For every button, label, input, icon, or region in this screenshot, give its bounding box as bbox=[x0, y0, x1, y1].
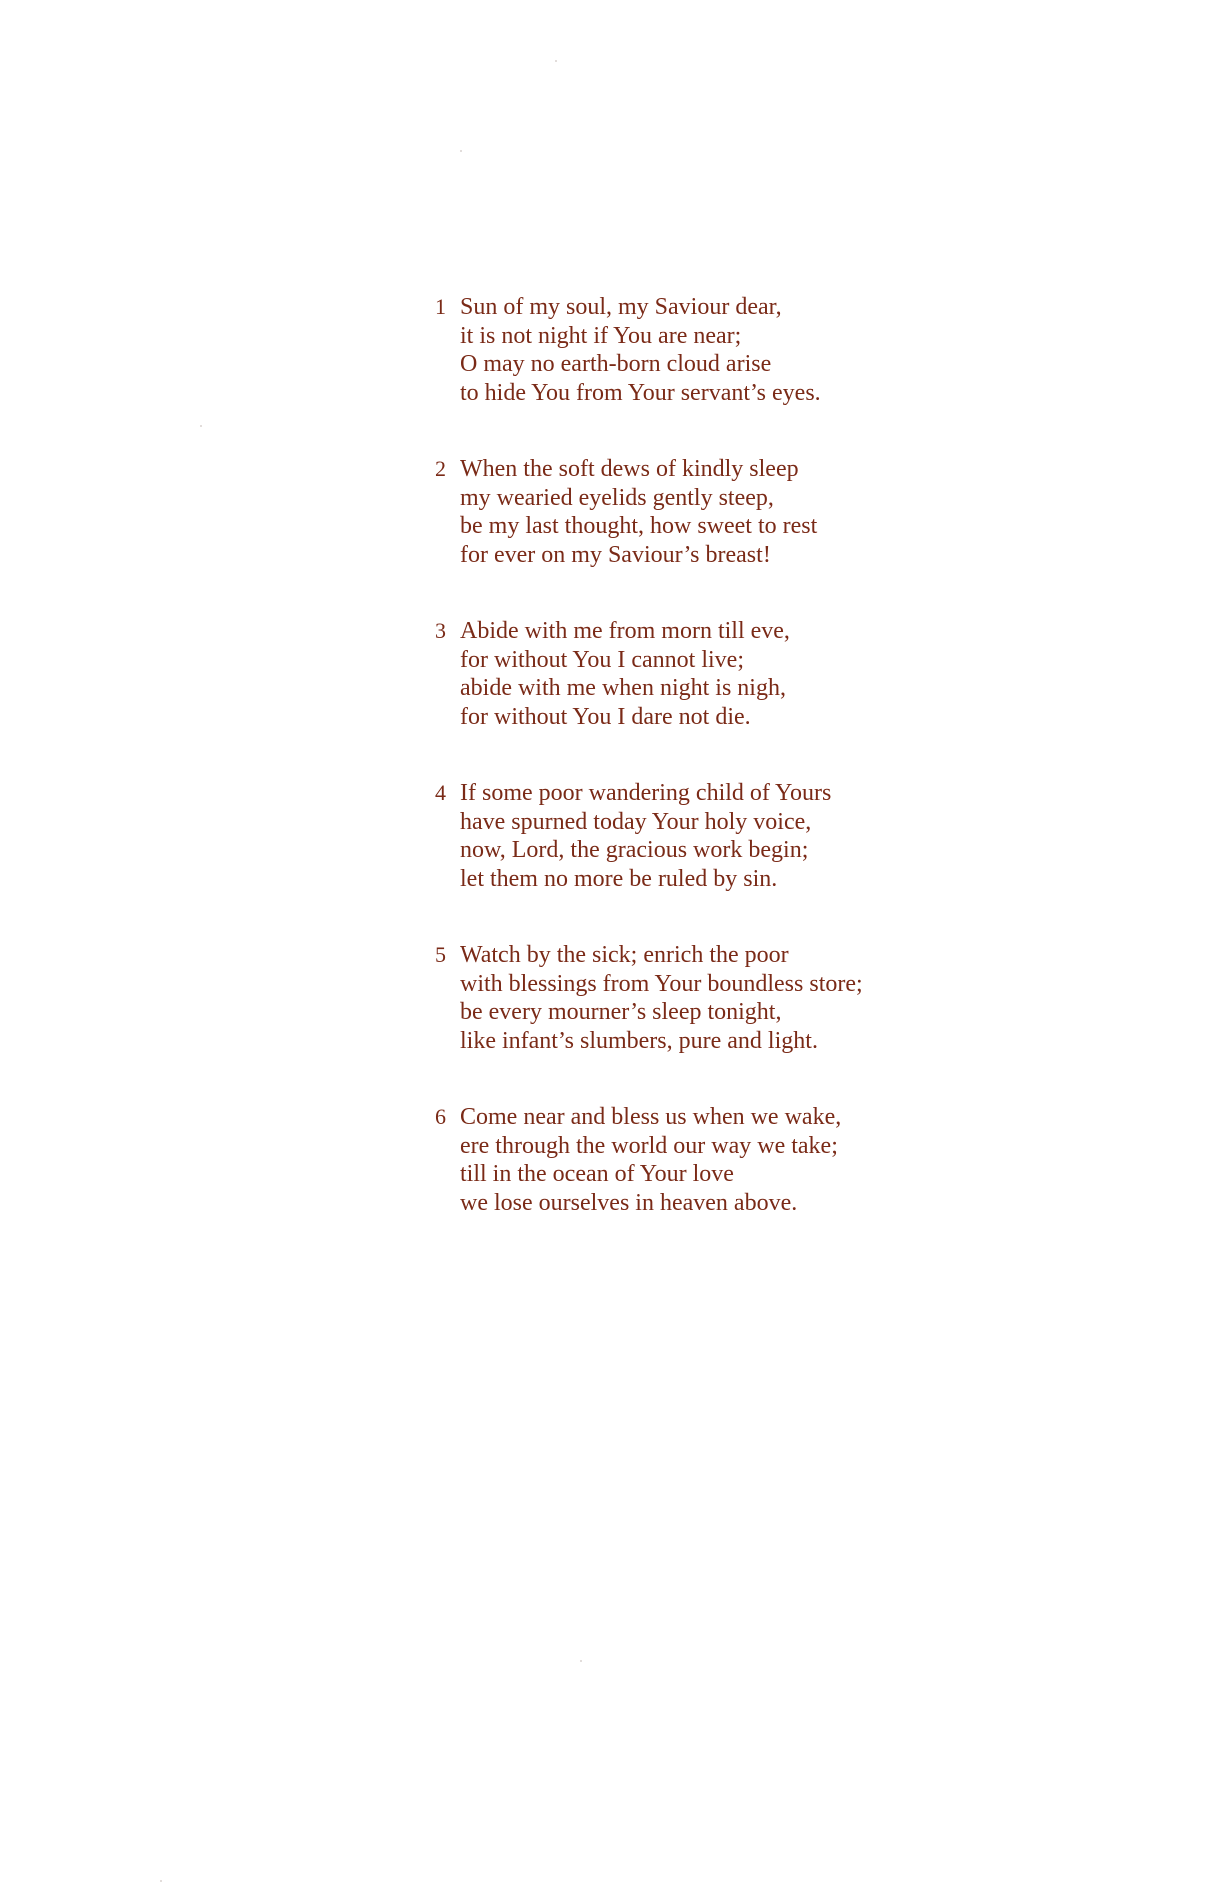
verse-line: let them no more be ruled by sin. bbox=[460, 865, 778, 892]
verse-line: now, Lord, the gracious work begin; bbox=[460, 837, 809, 863]
verse-line: be every mourner’s sleep tonight, bbox=[460, 999, 782, 1025]
verse-line: my wearied eyelids gently steep, bbox=[460, 484, 774, 511]
verse-lines bbox=[460, 779, 1142, 893]
verse bbox=[422, 1103, 1142, 1217]
verse bbox=[422, 455, 1142, 569]
verse-line: with blessings from Your boundless store; bbox=[460, 970, 863, 997]
verse bbox=[422, 293, 1142, 407]
verse bbox=[422, 617, 1142, 731]
verse-line: O may no earth-born cloud arise bbox=[460, 351, 772, 377]
verse-line: we lose ourselves in heaven above. bbox=[460, 1189, 798, 1216]
paper-speck bbox=[580, 1660, 582, 1662]
verse-line: Sun of my soul, my Saviour dear, bbox=[460, 294, 782, 320]
verse-number: 1 bbox=[435, 294, 446, 319]
paper-speck bbox=[460, 150, 462, 152]
verse-line: have spurned today Your holy voice, bbox=[460, 808, 812, 835]
verse-lines bbox=[460, 617, 1142, 731]
paper-speck bbox=[555, 60, 557, 62]
verse-line: for ever on my Saviour’s breast! bbox=[460, 541, 771, 568]
verse-number: 5 bbox=[435, 942, 446, 967]
verse-number: 4 bbox=[435, 780, 446, 805]
verse-lines bbox=[460, 293, 1142, 407]
verse-line: Come near and bless us when we wake, bbox=[460, 1104, 842, 1130]
verse-line: to hide You from Your servant’s eyes. bbox=[460, 379, 821, 406]
verse bbox=[422, 941, 1142, 1055]
verse bbox=[422, 779, 1142, 893]
verse-line: for without You I dare not die. bbox=[460, 703, 751, 730]
hymn-text bbox=[422, 293, 1142, 1265]
verse-number: 6 bbox=[435, 1104, 446, 1129]
verse-line: be my last thought, how sweet to rest bbox=[460, 513, 818, 539]
verse-lines bbox=[460, 941, 1142, 1055]
verse-lines bbox=[460, 455, 1142, 569]
verse-line: like infant’s slumbers, pure and light. bbox=[460, 1027, 818, 1054]
verse-line: ere through the world our way we take; bbox=[460, 1132, 838, 1159]
verse-line: Watch by the sick; enrich the poor bbox=[460, 942, 789, 968]
verse-line: abide with me when night is nigh, bbox=[460, 675, 786, 701]
verse-line: it is not night if You are near; bbox=[460, 322, 742, 349]
verse-number: 3 bbox=[435, 618, 446, 643]
verse-lines bbox=[460, 1103, 1142, 1217]
verse-line: Abide with me from morn till eve, bbox=[460, 618, 790, 644]
verse-number: 2 bbox=[435, 456, 446, 481]
verse-line: for without You I cannot live; bbox=[460, 646, 744, 673]
paper-speck bbox=[200, 425, 202, 427]
verse-line: till in the ocean of Your love bbox=[460, 1161, 734, 1187]
verse-line: If some poor wandering child of Yours bbox=[460, 780, 832, 806]
verse-line: When the soft dews of kindly sleep bbox=[460, 456, 799, 482]
paper-speck bbox=[160, 1880, 162, 1882]
